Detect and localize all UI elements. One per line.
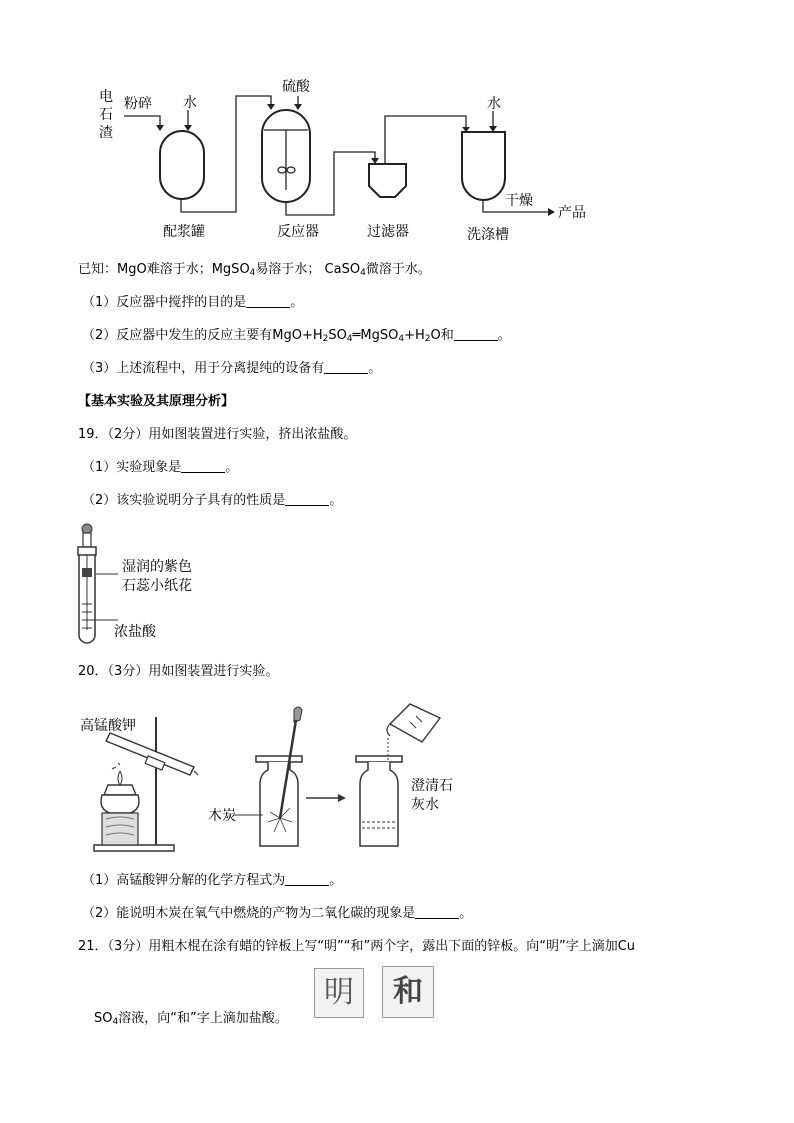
char-he: 和 (393, 974, 423, 1009)
q20-part2: （2）能说明木炭在氧气中燃烧的产物为二氧化碳的现象是 。 (82, 906, 473, 921)
known-conditions: 已知：MgO难溶于水；MgSO$_4$易溶于水； CaSO$_4$微溶于水。 (78, 262, 431, 278)
label-water-2: 水 (487, 96, 501, 112)
answer-blank[interactable] (285, 493, 329, 506)
answer-blank[interactable] (454, 328, 498, 341)
process-arrow (306, 793, 346, 803)
zinc-plate-he (382, 966, 434, 1018)
label-filter: 过滤器 (367, 224, 409, 240)
answer-blank[interactable] (246, 295, 290, 308)
q20-part1: （1）高锰酸钾分解的化学方程式为 。 (82, 873, 343, 888)
label-dianshizha: 电 石 渣 (99, 89, 113, 141)
label-charcoal: 木炭 (208, 808, 236, 824)
answer-blank[interactable] (324, 361, 368, 374)
label-kmno4: 高锰酸钾 (80, 718, 136, 734)
label-product: 产品 (558, 205, 586, 221)
answer-blank[interactable] (181, 460, 225, 473)
q18-part2: （2）反应器中发生的反应主要有$MgO+H_2SO_4═MgSO_4+H_2O$和 。 (82, 328, 511, 344)
q18-part1: （1）反应器中搅拌的目的是 。 (82, 295, 304, 310)
washing-tank-shape (462, 132, 505, 200)
q21-line2: $SO_4$溶液，向“和”字上滴加盐酸。 (94, 1011, 288, 1027)
label-limewater-2: 灰水 (411, 797, 439, 813)
label-washing-tank: 洗涤槽 (467, 227, 509, 243)
label-reactor: 反应器 (277, 224, 319, 240)
filter-shape (369, 164, 406, 197)
q18-part3: （3）上述流程中，用于分离提纯的设备有 。 (82, 361, 382, 376)
q19-stem: 19．（2分）用如图装置进行实验，挤出浓盐酸。 (78, 427, 357, 442)
answer-blank[interactable] (285, 873, 329, 886)
label-limewater-1: 澄清石 (411, 778, 453, 794)
label-litmus-paper-2: 石蕊小纸花 (122, 578, 192, 594)
label-conc-hcl: 浓盐酸 (114, 624, 156, 640)
label-litmus-paper-1: 湿润的紫色 (122, 559, 192, 575)
zinc-plate-ming (314, 968, 364, 1018)
section-title: 【基本实验及其原理分析】 (78, 394, 235, 409)
label-water-1: 水 (183, 95, 197, 111)
label-crush: 粉碎 (124, 96, 152, 112)
limewater-bottle (350, 700, 470, 850)
label-sulfuric-acid: 硫酸 (282, 79, 310, 95)
process-flow-lines (0, 0, 794, 260)
slurry-tank-shape (160, 131, 204, 199)
label-slurry-tank: 配浆罐 (163, 224, 205, 240)
q19-part2: （2）该实验说明分子具有的性质是 。 (82, 493, 343, 508)
char-ming: 明 (324, 975, 354, 1010)
label-dry: 干燥 (505, 193, 533, 209)
q19-part1: （1）实验现象是 。 (82, 460, 239, 475)
q20-stem: 20．（3分）用如图装置进行实验。 (78, 664, 279, 679)
answer-blank[interactable] (415, 906, 459, 919)
charcoal-combustion-bottle (250, 700, 320, 850)
q21-line1: 21．（3分）用粗木棍在涂有蜡的锌板上写“明”“和”两个字，露出下面的锌板。向“明”字上滴加Cu (78, 939, 636, 954)
